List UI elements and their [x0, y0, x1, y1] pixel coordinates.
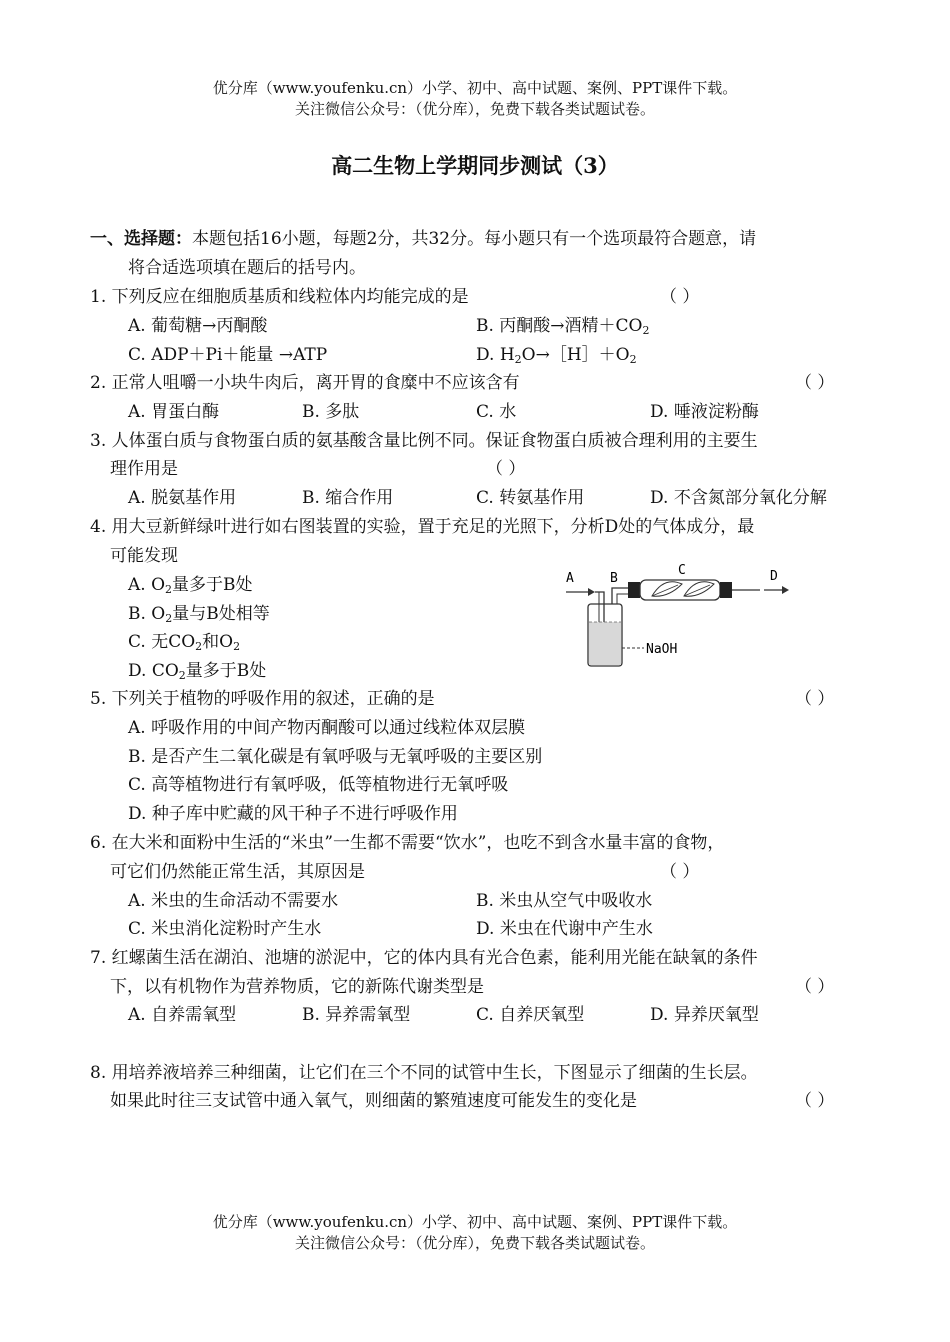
figure-label-naoh: NaOH — [646, 642, 678, 657]
outlet-tube-inner — [617, 594, 628, 604]
q8-stem-line-1: 8. 用培养液培养三种细菌，让它们在三个不同的试管中生长，下图显示了细菌的生长层。 — [90, 1063, 758, 1083]
inlet-arrow-icon — [588, 588, 595, 596]
q4-option-a: A. $O_2$量多于B处 — [128, 575, 253, 596]
section-heading: 一、选择题： — [90, 229, 192, 249]
figure-label-c: C — [678, 563, 686, 578]
section-intro-line-1: 本题包括16小题，每题2分，共32分。每小题只有一个选项最符合题意，请 — [192, 229, 757, 249]
q4-apparatus-figure — [560, 560, 800, 675]
q8-stem-line-2: 如果此时往三支试管中通入氧气，则细菌的繁殖速度可能发生的变化是 — [110, 1091, 637, 1111]
q4-option-d: D. $CO_2$量多于B处 — [128, 661, 267, 682]
q1-option-c: C. ADP＋Pi＋能量 →ATP — [128, 345, 328, 365]
q6-stem-line-1: 6. 在大米和面粉中生活的“米虫”一生都不需要“饮水”，也吃不到含水量丰富的食物， — [90, 833, 725, 853]
q3-stem-line-1: 3. 人体蛋白质与食物蛋白质的氨基酸含量比例不同。保证食物蛋白质被合理利用的主要生 — [90, 431, 758, 451]
q4-stem-line-2: 可能发现 — [110, 546, 178, 566]
q3-option-a: A. 脱氨基作用 — [128, 488, 237, 508]
q6-option-a: A. 米虫的生命活动不需要水 — [128, 891, 339, 911]
q4-option-c: C. 无$CO_2$和$O_2$ — [128, 632, 241, 653]
q1-option-a: A. 葡萄糖→丙酮酸 — [128, 316, 268, 336]
q7-option-d: D. 异养厌氧型 — [650, 1005, 759, 1025]
q4-stem-line-1: 4. 用大豆新鲜绿叶进行如右图装置的实验，置于充足的光照下，分析D处的气体成分，最 — [90, 517, 755, 537]
section-intro-line-2: 将合适选项填在题后的括号内。 — [128, 258, 366, 278]
footer-line-2: 关注微信公众号：（优分库），免费下载各类试题试卷。 — [294, 1234, 655, 1252]
q8-answer-bracket: （ ） — [795, 1091, 835, 1111]
outlet-tube — [612, 588, 628, 604]
q1-option-d: D. $H_2O\to[H]+O_2$ — [476, 345, 637, 366]
figure-label-a: A — [566, 571, 574, 586]
q7-stem-line-1: 7. 红螺菌生活在湖泊、池塘的淤泥中，它的体内具有光合色素，能利用光能在缺氧的条件 — [90, 948, 758, 968]
q6-option-b: B. 米虫从空气中吸收水 — [476, 891, 653, 911]
header-line-1: 优分库（www.youfenku.cn）小学、初中、高中试题、案例、PPT课件下载。 — [212, 79, 738, 97]
chamber-stopper-right — [720, 582, 732, 598]
q2-option-a: A. 胃蛋白酶 — [128, 402, 220, 422]
q3-option-b: B. 缩合作用 — [302, 488, 394, 508]
q2-option-b: B. 多肽 — [302, 402, 360, 422]
q1-stem: 1. 下列反应在细胞质基质和线粒体内均能完成的是 — [90, 287, 469, 307]
q3-option-d: D. 不含氮部分氧化分解 — [650, 488, 827, 508]
q1-answer-bracket: （ ） — [660, 287, 700, 307]
chamber-stopper-left — [628, 582, 640, 598]
q6-answer-bracket: （ ） — [660, 862, 700, 882]
q7-option-b: B. 异养需氧型 — [302, 1005, 411, 1025]
q4-option-b: B. $O_2$量与B处相等 — [128, 604, 270, 625]
q1-option-b: B. 丙酮酸→酒精$+CO_2$ — [476, 316, 650, 337]
outlet-arrow-icon — [782, 586, 789, 594]
q7-option-a: A. 自养需氧型 — [128, 1005, 237, 1025]
q6-stem-line-2: 可它们仍然能正常生活，其原因是 — [110, 862, 365, 882]
q5-option-b: B. 是否产生二氧化碳是有氧呼吸与无氧呼吸的主要区别 — [128, 747, 543, 767]
q5-answer-bracket: （ ） — [795, 689, 835, 709]
q7-option-c: C. 自养厌氧型 — [476, 1005, 585, 1025]
page-title: 高二生物上学期同步测试（3） — [331, 153, 619, 178]
q2-answer-bracket: （ ） — [795, 373, 835, 393]
q3-stem-line-2: 理作用是 — [110, 459, 178, 479]
q5-stem: 5. 下列关于植物的呼吸作用的叙述，正确的是 — [90, 689, 435, 709]
q7-stem-line-2: 下，以有机物作为营养物质，它的新陈代谢类型是 — [110, 977, 484, 997]
q2-option-d: D. 唾液淀粉酶 — [650, 402, 759, 422]
q3-option-c: C. 转氨基作用 — [476, 488, 585, 508]
q5-option-d: D. 种子库中贮藏的风干种子不进行呼吸作用 — [128, 804, 458, 824]
q5-option-c: C. 高等植物进行有氧呼吸，低等植物进行无氧呼吸 — [128, 775, 509, 795]
q3-answer-bracket: （ ） — [486, 459, 526, 479]
footer-line-1: 优分库（www.youfenku.cn）小学、初中、高中试题、案例、PPT课件下载。 — [212, 1213, 738, 1231]
q2-stem: 2. 正常人咀嚼一小块牛肉后，离开胃的食糜中不应该含有 — [90, 373, 520, 393]
q5-option-a: A. 呼吸作用的中间产物丙酮酸可以通过线粒体双层膜 — [128, 718, 526, 738]
figure-label-b: B — [610, 571, 618, 586]
section-intro — [90, 224, 756, 249]
q2-option-c: C. 水 — [476, 402, 517, 422]
figure-label-d: D — [770, 569, 778, 584]
naoh-liquid — [589, 622, 621, 665]
header-line-2: 关注微信公众号：（优分库），免费下载各类试题试卷。 — [294, 100, 655, 118]
q6-option-d: D. 米虫在代谢中产生水 — [476, 919, 653, 939]
q7-answer-bracket: （ ） — [795, 977, 835, 997]
q6-option-c: C. 米虫消化淀粉时产生水 — [128, 919, 322, 939]
